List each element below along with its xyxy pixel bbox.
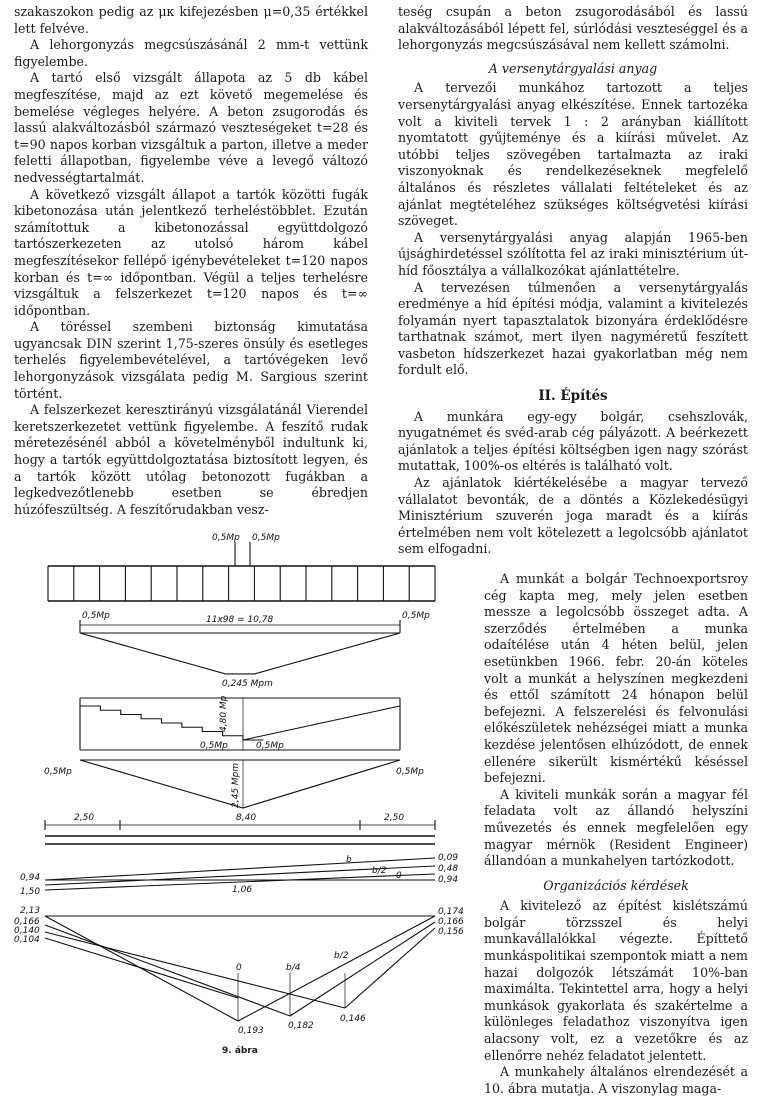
- load-label: 0,5Mp: [82, 611, 110, 621]
- moment-label: 4,80 Mp: [219, 695, 229, 732]
- line-label: 0: [236, 963, 242, 973]
- figure-caption: 9. ábra: [222, 1046, 258, 1056]
- load-label: 0,5Mp: [44, 767, 72, 777]
- moment-label: 0,5Mp: [256, 741, 284, 751]
- moment-label: 0,245 Mpm: [222, 679, 273, 689]
- line-label: b/4: [286, 963, 301, 973]
- load-label: 0,5Mp: [252, 533, 280, 543]
- figure-9-diagram: [0, 528, 480, 1044]
- dimension-label: 2,50: [74, 813, 95, 823]
- value-label: 0,94: [20, 873, 41, 883]
- paragraph: A kivitelező az építést kislétszámú bolgár törzsszel és helyi munkavállalókkal végezte. Építtető munkáspolitikai szempontok miatt a nem hazai dolgozók létszámát 10%-ban maximálta. Tekintettel arra, hogy a helyi munkások gyakorlata és szakértelme a különleges feladathoz viszonyítva igen alacsony volt, ez a vezetőkre és az ellenőrre nehéz feladatot jelentett.: [484, 898, 748, 1063]
- value-label: 0,174: [438, 907, 464, 917]
- value-label: 0,182: [288, 1021, 314, 1031]
- paragraph: A töréssel szembeni biztonság kimutatása ugyancsak DIN szerint 1,75-szeres önsúly és esetleges terhelés figyelembevételével, a tartóvégeken levő lehorgonyzások vizsgálata pedig M. Sargious szerint történt.: [14, 319, 368, 401]
- value-label: 0,146: [340, 1014, 366, 1024]
- load-label: 0,5Mp: [396, 767, 424, 777]
- right-column: [398, 4, 748, 558]
- value-label: 0,166: [438, 917, 464, 927]
- value-label: 1,50: [20, 887, 41, 897]
- paragraph: A tervezői munkához tartozott a teljes versenytárgyalási anyag elkészítése. Ennek tartozéka volt a kiviteli tervek 1 : 2 arányban kiállított nyomtatott gyűjteménye és a kiírási művelet. Az utóbbi teljes szövegében tartalmazta az iraki viszonyoknak és rendelkezéseknek megfelelő általános és részletes vállalati feltételeket és az ajánlat megtételéhez szükséges költségvetési kiírási szöveget.: [398, 80, 748, 229]
- paragraph: teség csupán a beton zsugorodásából és lassú alakváltozásából lépett fel, súrlódási veszteséggel és a lehorgonyzás megcsúszásával nem kellett számolni.: [398, 4, 748, 53]
- paragraph: A munkára egy-egy bolgár, csehszlovák, nyugatnémet és svéd-arab cég pályázott. A beérkezett ajánlatok a teljes építési költségben igen nagy szórást mutattak, 100%-os eltérés is található volt.: [398, 408, 748, 474]
- paragraph: A versenytárgyalási anyag alapján 1965-ben újsághirdetéssel szólította fel az iraki minisztérium út-híd főosztálya a vállalkozókat ajánlattételre.: [398, 229, 748, 278]
- moment-label: 0,5Mp: [200, 741, 228, 751]
- line-label: b/2: [334, 951, 349, 961]
- section-heading: II. Építés: [538, 388, 608, 405]
- section-subheading: Organizációs kérdések: [543, 877, 689, 893]
- line-label: b: [346, 855, 352, 865]
- value-label: 0,193: [238, 1026, 264, 1036]
- value-label: 0,156: [438, 927, 464, 937]
- paragraph: szakaszokon pedig az μκ kifejezésben μ=0,35 értékkel lett felvéve.: [14, 4, 368, 36]
- value-label: 0,166: [14, 917, 40, 927]
- paragraph: A következő vizsgált állapot a tartók közötti fugák kibetonozása után jelentkező terheléstöbblet. Ezután számítottuk a kibetonozással együttdolgozó tartószerkezeten az utolsó három kábel megfeszítésekor fellépő igénybevételeket t=120 napos korban és t=∞ időpontban. Végül a teljes terhelésre vizsgáltuk a felszerkezet t=120 napos és t=∞ időpontban.: [14, 186, 368, 318]
- paragraph: A kiviteli munkák során a magyar fél feladata volt az állandó helyszíni művezetés és ennek megfelelően egy magyar mérnök (Resident Engineer) állandóan a munkahelyen tartózkodott.: [484, 786, 748, 869]
- value-label: 2,13: [20, 906, 41, 916]
- dimension-label: 11x98 = 10,78: [206, 615, 274, 625]
- paragraph: Az ajánlatok kiértékelésébe a magyar tervező vállalatot bevonták, de a döntés a Közlekedésügyi Minisztérium szuverén joga maradt és a kiírás értelmében nem volt kötelezett a legolcsóbb ajánlatot sem elfogadni.: [398, 475, 748, 557]
- value-label: 0,104: [14, 935, 40, 945]
- value-label: 0,94: [438, 875, 459, 885]
- paragraph: A tartó első vizsgált állapota az 5 db kábel megfeszítése, majd az ezt követő megemelése és bemelése végleges helyére. A beton zsugorodás és lassú alakváltozásból származó veszteségeket t=28 és t=90 napos korban vizsgáltuk a parton, illetve a meder feletti állapotban, figyelembe véve a levegő változó nedvességtartalmát.: [14, 70, 368, 185]
- paragraph: A felszerkezet keresztirányú vizsgálatánál Vierendel keretszerkezetet vettünk figyelembe. A feszítő rudak méretezésénél abból a követelményből indultunk ki, hogy a tartók együttdolgoztatása biztosított legyen, és a tartók között utólag betonozott fugákban a legkedvezőtlenebb esetben se ébredjen húzófeszültség. A feszítőrudakban vesz-: [14, 402, 368, 517]
- value-label: 0,140: [14, 926, 40, 936]
- load-label: 0,5Mp: [402, 611, 430, 621]
- paragraph: A lehorgonyzás megcsúszásánál 2 mm-t vettünk figyelembe.: [14, 37, 368, 69]
- line-label: 0: [396, 871, 402, 881]
- dimension-label: 2,50: [384, 813, 405, 823]
- dimension-label: 8,40: [236, 813, 257, 823]
- value-label: 0,48: [438, 864, 459, 874]
- load-label: 0,5Mp: [212, 533, 240, 543]
- left-column: [14, 4, 368, 518]
- right-column-lower: [484, 571, 748, 1097]
- paragraph: A munkahely általános elrendezését a 10. ábra mutatja. A viszonylag maga-: [484, 1064, 748, 1096]
- value-label: 1,06: [232, 885, 253, 895]
- line-label: b/2: [372, 866, 387, 876]
- moment-label: 2,45 Mpm: [231, 762, 241, 808]
- paragraph: A munkát a bolgár Technoexportsroy cég kapta meg, mely jelen esetben messze a legolcsóbb összeget adta. A szerződés értelmében a munka odaítélése után 4 héten belül, jelen esetünkben 1966. febr. 20-án köteles volt a munkát a helyszínen megkezdeni és ettől számított 24 hónapon belül befejezni. A felszerelési és felvonulási előkészületek nehézségei miatt a munka kezdése jelentősen elhúzódott, de ennek ellenére sikerült kismértékű késéssel befejezni.: [484, 571, 748, 786]
- paragraph: A tervezésen túlmenően a versenytárgyalás eredménye a híd építési módja, valamint a kivitelezés folyamán nyert tapasztalatok bizonyára érdeklődésre tarthatnak számot, mert ilyen nagyméretű feszített vasbeton hídszerkezet hazai gyakorlatban még nem fordult elő.: [398, 279, 748, 378]
- section-subheading: A versenytárgyalási anyag: [488, 60, 658, 76]
- value-label: 0,09: [438, 853, 459, 863]
